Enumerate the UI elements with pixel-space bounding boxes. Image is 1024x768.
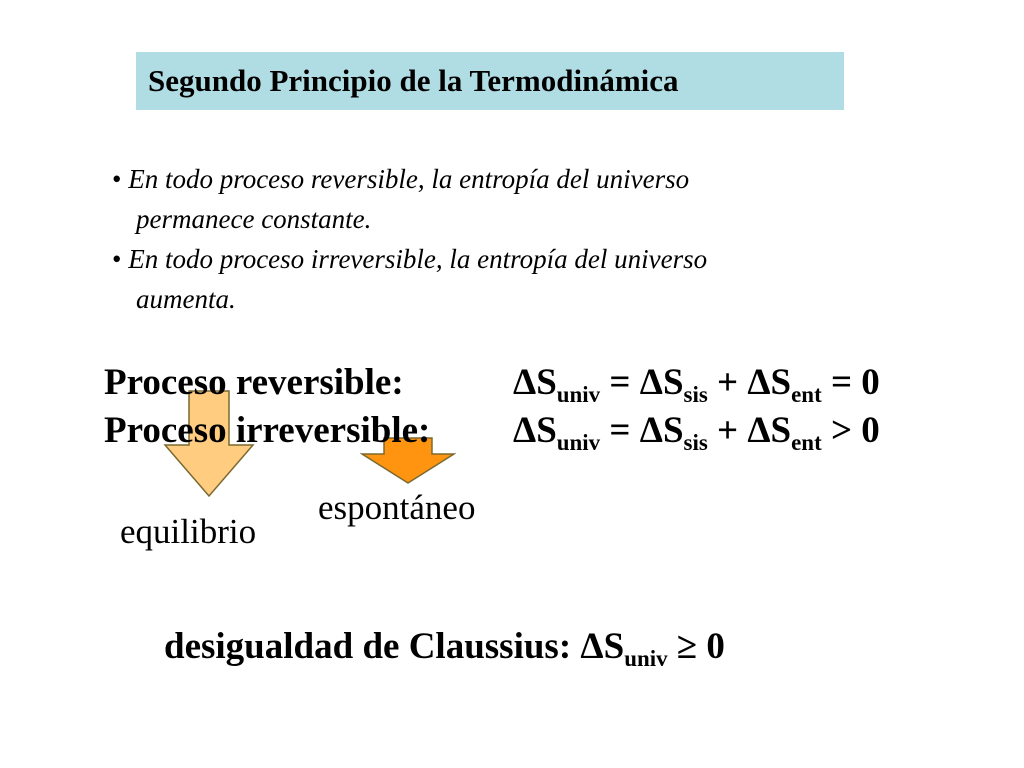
spontaneous-label: espontáneo	[318, 488, 476, 527]
entropy-symbol: S	[536, 362, 557, 403]
subscript-univ: univ	[624, 646, 668, 672]
delta-symbol: Δ	[513, 410, 537, 451]
relation-value: = 0	[821, 362, 880, 403]
entropy-symbol: S	[770, 410, 792, 451]
relation-value: > 0	[821, 410, 880, 451]
subscript-univ: univ	[556, 430, 601, 456]
bullet-marker: •	[112, 244, 122, 274]
entropy-symbol: S	[662, 410, 684, 451]
slide-title: Segundo Principio de la Termodinámica	[136, 52, 844, 110]
plus-sign: +	[707, 362, 748, 403]
delta-symbol: Δ	[639, 362, 663, 403]
subscript-ent: ent	[791, 430, 822, 456]
entropy-symbol: S	[770, 362, 792, 403]
delta-symbol: Δ	[747, 410, 771, 451]
subscript-sis: sis	[683, 430, 708, 456]
subscript-univ: univ	[556, 382, 601, 408]
bullet-1-line-1	[112, 166, 689, 193]
delta-symbol: Δ	[513, 362, 537, 403]
equilibrium-label: equilibrio	[120, 512, 257, 551]
equals-sign: =	[600, 362, 640, 403]
bullet-1-text: En todo proceso reversible, la entropía del universo	[128, 164, 690, 194]
clausius-inequality	[164, 626, 725, 672]
irreversible-process-label: Proceso irreversible:	[104, 410, 431, 451]
bullet-2-line-2: aumenta.	[136, 284, 236, 314]
entropy-symbol: S	[662, 362, 684, 403]
entropy-symbol: S	[536, 410, 557, 451]
bullet-2-text: En todo proceso irreversible, la entropía del universo	[128, 244, 708, 274]
entropy-symbol: S	[603, 626, 625, 667]
delta-symbol: Δ	[747, 362, 771, 403]
bullet-1-line-2: permanece constante.	[136, 204, 372, 234]
delta-symbol: Δ	[639, 410, 663, 451]
plus-sign: +	[707, 410, 748, 451]
clausius-label: desigualdad de Claussius:	[164, 626, 581, 667]
bullet-marker: •	[112, 164, 122, 194]
bullet-2-line-1	[112, 246, 707, 273]
irreversible-entropy-equation	[513, 410, 880, 456]
subscript-sis: sis	[683, 382, 708, 408]
reversible-process-label: Proceso reversible:	[104, 362, 404, 403]
subscript-ent: ent	[791, 382, 822, 408]
equals-sign: =	[600, 410, 640, 451]
relation-value: ≥ 0	[667, 626, 725, 667]
reversible-entropy-equation	[513, 362, 880, 408]
delta-symbol: Δ	[580, 626, 604, 667]
